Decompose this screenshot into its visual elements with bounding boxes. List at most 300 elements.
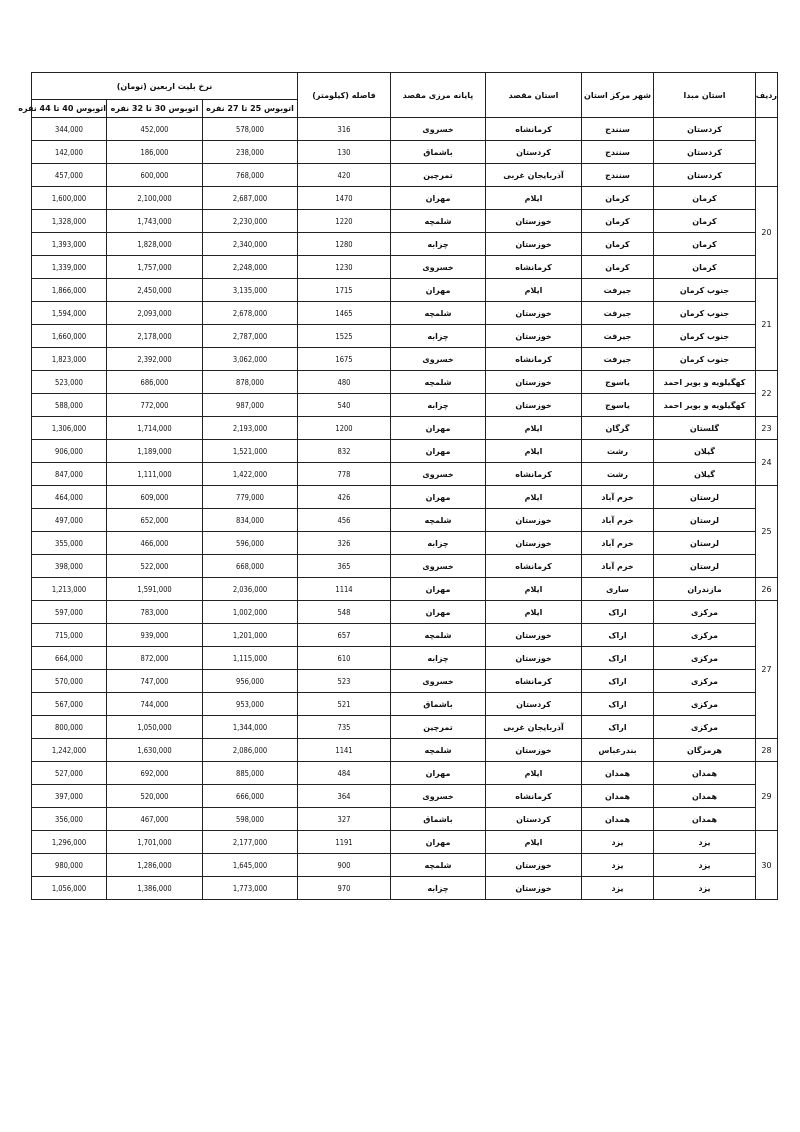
cell-fare-25-27: 1,201,000	[203, 624, 298, 647]
cell-dest-province: کرمانشاه	[486, 256, 582, 279]
cell-origin-province: مرکزی	[654, 716, 756, 739]
cell-origin-city: جیرفت	[582, 348, 654, 371]
cell-fare-30-32: 2,450,000	[107, 279, 203, 302]
cell-fare-25-27: 2,787,000	[203, 325, 298, 348]
table-body	[32, 118, 778, 900]
cell-dest-province: کردستان	[486, 141, 582, 164]
cell-origin-city: ساری	[582, 578, 654, 601]
cell-origin-province: هرمزگان	[654, 739, 756, 762]
cell-distance: 1220	[298, 210, 391, 233]
cell-dest-province: ایلام	[486, 187, 582, 210]
cell-distance: 1191	[298, 831, 391, 854]
cell-distance: 970	[298, 877, 391, 900]
cell-origin-province: یزد	[654, 831, 756, 854]
cell-fare-30-32: 652,000	[107, 509, 203, 532]
header-fare-group: نرخ بلیت اربعین (تومان)	[32, 73, 298, 100]
table-row	[32, 854, 778, 877]
cell-origin-province: گیلان	[654, 440, 756, 463]
table-row	[32, 118, 778, 141]
cell-fare-25-27: 885,000	[203, 762, 298, 785]
table-row	[32, 509, 778, 532]
cell-border-terminal: مهران	[391, 417, 486, 440]
cell-border-terminal: چزابه	[391, 394, 486, 417]
cell-fare-25-27: 2,230,000	[203, 210, 298, 233]
cell-radif: 21	[756, 279, 778, 371]
cell-origin-city: یاسوج	[582, 371, 654, 394]
cell-fare-25-27: 1,002,000	[203, 601, 298, 624]
cell-distance: 327	[298, 808, 391, 831]
cell-border-terminal: شلمچه	[391, 624, 486, 647]
header-distance: فاصله (کیلومتر)	[298, 73, 391, 118]
header-radif: ردیف	[756, 73, 778, 118]
cell-fare-25-27: 2,086,000	[203, 739, 298, 762]
cell-fare-25-27: 3,062,000	[203, 348, 298, 371]
cell-border-terminal: شلمچه	[391, 302, 486, 325]
cell-origin-province: گلستان	[654, 417, 756, 440]
cell-distance: 420	[298, 164, 391, 187]
cell-origin-province: مازندران	[654, 578, 756, 601]
cell-fare-40-44: 906,000	[32, 440, 107, 463]
cell-border-terminal: باشماق	[391, 808, 486, 831]
cell-fare-25-27: 2,687,000	[203, 187, 298, 210]
cell-distance: 365	[298, 555, 391, 578]
cell-distance: 523	[298, 670, 391, 693]
cell-fare-25-27: 2,036,000	[203, 578, 298, 601]
cell-dest-province: آذربایجان غربی	[486, 716, 582, 739]
cell-fare-25-27: 1,344,000	[203, 716, 298, 739]
table-row	[32, 532, 778, 555]
cell-border-terminal: تمرچین	[391, 716, 486, 739]
cell-border-terminal: خسروی	[391, 785, 486, 808]
cell-fare-30-32: 609,000	[107, 486, 203, 509]
cell-fare-25-27: 2,177,000	[203, 831, 298, 854]
header-dest-province: استان مقصد	[486, 73, 582, 118]
cell-dest-province: خوزستان	[486, 302, 582, 325]
table-row	[32, 647, 778, 670]
cell-fare-25-27: 878,000	[203, 371, 298, 394]
cell-origin-city: جیرفت	[582, 325, 654, 348]
cell-fare-40-44: 1,328,000	[32, 210, 107, 233]
cell-fare-40-44: 597,000	[32, 601, 107, 624]
cell-origin-province: یزد	[654, 854, 756, 877]
cell-origin-city: اراک	[582, 647, 654, 670]
cell-fare-40-44: 570,000	[32, 670, 107, 693]
cell-border-terminal: مهران	[391, 578, 486, 601]
cell-radif: 28	[756, 739, 778, 762]
cell-distance: 1230	[298, 256, 391, 279]
cell-dest-province: کرمانشاه	[486, 555, 582, 578]
cell-border-terminal: مهران	[391, 440, 486, 463]
cell-distance: 832	[298, 440, 391, 463]
cell-fare-30-32: 744,000	[107, 693, 203, 716]
cell-fare-30-32: 1,111,000	[107, 463, 203, 486]
cell-border-terminal: مهران	[391, 279, 486, 302]
cell-fare-25-27: 668,000	[203, 555, 298, 578]
cell-origin-province: کردستان	[654, 164, 756, 187]
cell-dest-province: ایلام	[486, 601, 582, 624]
cell-fare-25-27: 1,521,000	[203, 440, 298, 463]
cell-fare-30-32: 1,701,000	[107, 831, 203, 854]
cell-border-terminal: چزابه	[391, 233, 486, 256]
cell-fare-25-27: 2,678,000	[203, 302, 298, 325]
cell-dest-province: کردستان	[486, 808, 582, 831]
cell-fare-40-44: 980,000	[32, 854, 107, 877]
cell-distance: 735	[298, 716, 391, 739]
cell-dest-province: کردستان	[486, 693, 582, 716]
cell-origin-city: یاسوج	[582, 394, 654, 417]
table-row	[32, 233, 778, 256]
cell-border-terminal: مهران	[391, 601, 486, 624]
cell-fare-40-44: 523,000	[32, 371, 107, 394]
cell-origin-city: سنندج	[582, 164, 654, 187]
cell-border-terminal: چزابه	[391, 647, 486, 670]
table-row	[32, 785, 778, 808]
cell-distance: 326	[298, 532, 391, 555]
cell-radif: 24	[756, 440, 778, 486]
cell-distance: 1114	[298, 578, 391, 601]
cell-dest-province: کرمانشاه	[486, 463, 582, 486]
cell-fare-40-44: 497,000	[32, 509, 107, 532]
cell-origin-province: مرکزی	[654, 601, 756, 624]
cell-fare-40-44: 1,306,000	[32, 417, 107, 440]
cell-origin-province: جنوب کرمان	[654, 302, 756, 325]
cell-origin-city: یزد	[582, 854, 654, 877]
cell-fare-25-27: 1,773,000	[203, 877, 298, 900]
cell-fare-40-44: 356,000	[32, 808, 107, 831]
cell-origin-city: خرم آباد	[582, 486, 654, 509]
cell-dest-province: کرمانشاه	[486, 785, 582, 808]
cell-dest-province: خوزستان	[486, 624, 582, 647]
cell-fare-40-44: 457,000	[32, 164, 107, 187]
cell-fare-40-44: 847,000	[32, 463, 107, 486]
cell-border-terminal: خسروی	[391, 118, 486, 141]
cell-origin-province: مرکزی	[654, 647, 756, 670]
cell-origin-city: همدان	[582, 808, 654, 831]
cell-border-terminal: چزابه	[391, 532, 486, 555]
cell-fare-40-44: 1,600,000	[32, 187, 107, 210]
header-fare-30-32: اتوبوس 30 تا 32 نفره	[107, 100, 203, 118]
cell-fare-25-27: 1,422,000	[203, 463, 298, 486]
table-row	[32, 463, 778, 486]
cell-fare-25-27: 1,115,000	[203, 647, 298, 670]
cell-origin-province: کهگیلویه و بویر احمد	[654, 371, 756, 394]
cell-border-terminal: شلمچه	[391, 210, 486, 233]
cell-border-terminal: خسروی	[391, 670, 486, 693]
cell-dest-province: خوزستان	[486, 325, 582, 348]
cell-fare-30-32: 1,828,000	[107, 233, 203, 256]
cell-fare-30-32: 1,591,000	[107, 578, 203, 601]
cell-border-terminal: شلمچه	[391, 509, 486, 532]
cell-fare-40-44: 1,296,000	[32, 831, 107, 854]
fare-table-container	[18, 72, 777, 900]
cell-radif: 27	[756, 601, 778, 739]
cell-radif: 26	[756, 578, 778, 601]
cell-dest-province: ایلام	[486, 440, 582, 463]
cell-fare-30-32: 522,000	[107, 555, 203, 578]
cell-fare-30-32: 1,714,000	[107, 417, 203, 440]
cell-distance: 521	[298, 693, 391, 716]
cell-border-terminal: مهران	[391, 831, 486, 854]
table-row	[32, 624, 778, 647]
cell-fare-40-44: 715,000	[32, 624, 107, 647]
cell-fare-30-32: 1,386,000	[107, 877, 203, 900]
cell-fare-25-27: 834,000	[203, 509, 298, 532]
cell-origin-city: کرمان	[582, 187, 654, 210]
cell-distance: 1141	[298, 739, 391, 762]
cell-distance: 130	[298, 141, 391, 164]
header-fare-40-44: اتوبوس 40 تا 44 نفره	[32, 100, 107, 118]
table-row	[32, 348, 778, 371]
cell-dest-province: ایلام	[486, 578, 582, 601]
cell-fare-25-27: 768,000	[203, 164, 298, 187]
cell-fare-40-44: 800,000	[32, 716, 107, 739]
cell-distance: 900	[298, 854, 391, 877]
cell-origin-province: جنوب کرمان	[654, 348, 756, 371]
cell-origin-city: سنندج	[582, 118, 654, 141]
cell-fare-40-44: 1,660,000	[32, 325, 107, 348]
cell-border-terminal: باشماق	[391, 693, 486, 716]
table-row	[32, 739, 778, 762]
cell-fare-40-44: 398,000	[32, 555, 107, 578]
cell-fare-40-44: 664,000	[32, 647, 107, 670]
table-row	[32, 486, 778, 509]
table-row	[32, 187, 778, 210]
cell-fare-40-44: 1,056,000	[32, 877, 107, 900]
cell-origin-province: کهگیلویه و بویر احمد	[654, 394, 756, 417]
cell-origin-province: مرکزی	[654, 624, 756, 647]
cell-fare-30-32: 467,000	[107, 808, 203, 831]
cell-origin-province: جنوب کرمان	[654, 279, 756, 302]
cell-origin-province: کرمان	[654, 256, 756, 279]
cell-distance: 1525	[298, 325, 391, 348]
table-row	[32, 394, 778, 417]
cell-fare-25-27: 3,135,000	[203, 279, 298, 302]
cell-fare-30-32: 1,757,000	[107, 256, 203, 279]
cell-border-terminal: تمرچین	[391, 164, 486, 187]
cell-fare-40-44: 527,000	[32, 762, 107, 785]
cell-border-terminal: مهران	[391, 762, 486, 785]
cell-origin-province: لرستان	[654, 486, 756, 509]
cell-fare-40-44: 1,594,000	[32, 302, 107, 325]
cell-distance: 548	[298, 601, 391, 624]
cell-fare-25-27: 578,000	[203, 118, 298, 141]
cell-fare-30-32: 939,000	[107, 624, 203, 647]
cell-origin-province: کرمان	[654, 233, 756, 256]
cell-fare-40-44: 344,000	[32, 118, 107, 141]
cell-origin-province: لرستان	[654, 555, 756, 578]
cell-fare-30-32: 1,050,000	[107, 716, 203, 739]
cell-fare-30-32: 692,000	[107, 762, 203, 785]
cell-border-terminal: خسروی	[391, 463, 486, 486]
table-row	[32, 877, 778, 900]
cell-distance: 1200	[298, 417, 391, 440]
cell-fare-30-32: 1,189,000	[107, 440, 203, 463]
cell-border-terminal: شلمچه	[391, 371, 486, 394]
cell-fare-40-44: 1,393,000	[32, 233, 107, 256]
cell-distance: 456	[298, 509, 391, 532]
cell-fare-25-27: 596,000	[203, 532, 298, 555]
header-origin-province: استان مبدا	[654, 73, 756, 118]
cell-origin-city: گرگان	[582, 417, 654, 440]
table-row	[32, 279, 778, 302]
cell-origin-city: خرم آباد	[582, 509, 654, 532]
cell-border-terminal: باشماق	[391, 141, 486, 164]
cell-origin-province: جنوب کرمان	[654, 325, 756, 348]
cell-fare-40-44: 588,000	[32, 394, 107, 417]
cell-dest-province: آذربایجان غربی	[486, 164, 582, 187]
cell-origin-city: کرمان	[582, 210, 654, 233]
cell-origin-city: یزد	[582, 877, 654, 900]
cell-fare-30-32: 186,000	[107, 141, 203, 164]
table-row	[32, 371, 778, 394]
cell-fare-30-32: 452,000	[107, 118, 203, 141]
cell-origin-province: کرمان	[654, 187, 756, 210]
cell-fare-25-27: 1,645,000	[203, 854, 298, 877]
cell-radif: 22	[756, 371, 778, 417]
cell-origin-city: سنندج	[582, 141, 654, 164]
cell-origin-province: مرکزی	[654, 670, 756, 693]
cell-origin-province: لرستان	[654, 532, 756, 555]
table-row	[32, 141, 778, 164]
cell-fare-30-32: 772,000	[107, 394, 203, 417]
cell-origin-city: رشت	[582, 463, 654, 486]
cell-fare-40-44: 567,000	[32, 693, 107, 716]
cell-origin-city: اراک	[582, 601, 654, 624]
cell-origin-city: کرمان	[582, 233, 654, 256]
table-row	[32, 762, 778, 785]
cell-border-terminal: چزابه	[391, 877, 486, 900]
cell-origin-province: همدان	[654, 808, 756, 831]
cell-distance: 540	[298, 394, 391, 417]
cell-dest-province: خوزستان	[486, 210, 582, 233]
cell-fare-30-32: 2,093,000	[107, 302, 203, 325]
cell-dest-province: خوزستان	[486, 509, 582, 532]
table-row	[32, 210, 778, 233]
cell-fare-40-44: 464,000	[32, 486, 107, 509]
cell-fare-25-27: 666,000	[203, 785, 298, 808]
cell-fare-40-44: 142,000	[32, 141, 107, 164]
cell-distance: 426	[298, 486, 391, 509]
cell-border-terminal: شلمچه	[391, 854, 486, 877]
cell-radif: 20	[756, 187, 778, 279]
table-row	[32, 693, 778, 716]
cell-origin-city: جیرفت	[582, 302, 654, 325]
cell-fare-30-32: 2,100,000	[107, 187, 203, 210]
cell-fare-40-44: 1,866,000	[32, 279, 107, 302]
cell-fare-30-32: 783,000	[107, 601, 203, 624]
cell-fare-30-32: 600,000	[107, 164, 203, 187]
arbaeen-fare-table	[18, 72, 778, 900]
cell-fare-30-32: 1,630,000	[107, 739, 203, 762]
cell-fare-30-32: 2,392,000	[107, 348, 203, 371]
table-row	[32, 302, 778, 325]
cell-origin-city: خرم آباد	[582, 555, 654, 578]
table-row	[32, 164, 778, 187]
cell-fare-30-32: 1,286,000	[107, 854, 203, 877]
cell-origin-city: یزد	[582, 831, 654, 854]
cell-fare-25-27: 2,340,000	[203, 233, 298, 256]
cell-distance: 1280	[298, 233, 391, 256]
cell-dest-province: ایلام	[486, 486, 582, 509]
cell-radif	[756, 118, 778, 187]
cell-fare-40-44: 355,000	[32, 532, 107, 555]
cell-fare-30-32: 2,178,000	[107, 325, 203, 348]
cell-radif: 23	[756, 417, 778, 440]
table-row	[32, 440, 778, 463]
cell-fare-25-27: 953,000	[203, 693, 298, 716]
cell-origin-province: گیلان	[654, 463, 756, 486]
cell-origin-city: اراک	[582, 693, 654, 716]
cell-border-terminal: خسروی	[391, 348, 486, 371]
cell-origin-province: مرکزی	[654, 693, 756, 716]
cell-dest-province: خوزستان	[486, 739, 582, 762]
table-row	[32, 670, 778, 693]
cell-fare-25-27: 987,000	[203, 394, 298, 417]
cell-origin-city: اراک	[582, 624, 654, 647]
cell-distance: 480	[298, 371, 391, 394]
table-row	[32, 831, 778, 854]
cell-fare-30-32: 466,000	[107, 532, 203, 555]
cell-radif: 25	[756, 486, 778, 578]
cell-distance: 364	[298, 785, 391, 808]
cell-dest-province: ایلام	[486, 417, 582, 440]
cell-origin-province: کرمان	[654, 210, 756, 233]
cell-dest-province: خوزستان	[486, 233, 582, 256]
cell-dest-province: کرمانشاه	[486, 348, 582, 371]
cell-dest-province: خوزستان	[486, 532, 582, 555]
table-row	[32, 555, 778, 578]
cell-distance: 484	[298, 762, 391, 785]
cell-radif: 29	[756, 762, 778, 831]
header-border-terminal: پایانه مرزی مقصد	[391, 73, 486, 118]
cell-fare-30-32: 1,743,000	[107, 210, 203, 233]
cell-fare-30-32: 686,000	[107, 371, 203, 394]
header-origin-city: شهر مرکز استان	[582, 73, 654, 118]
cell-distance: 1675	[298, 348, 391, 371]
cell-distance: 610	[298, 647, 391, 670]
cell-origin-province: همدان	[654, 785, 756, 808]
cell-origin-city: اراک	[582, 716, 654, 739]
cell-origin-province: کردستان	[654, 118, 756, 141]
cell-origin-city: اراک	[582, 670, 654, 693]
cell-dest-province: کرمانشاه	[486, 118, 582, 141]
cell-fare-25-27: 956,000	[203, 670, 298, 693]
cell-origin-city: همدان	[582, 785, 654, 808]
cell-dest-province: ایلام	[486, 762, 582, 785]
table-row	[32, 808, 778, 831]
cell-dest-province: خوزستان	[486, 854, 582, 877]
cell-fare-30-32: 872,000	[107, 647, 203, 670]
table-row	[32, 716, 778, 739]
cell-border-terminal: چزابه	[391, 325, 486, 348]
cell-origin-city: خرم آباد	[582, 532, 654, 555]
cell-dest-province: خوزستان	[486, 877, 582, 900]
table-row	[32, 325, 778, 348]
cell-origin-province: یزد	[654, 877, 756, 900]
cell-origin-province: کردستان	[654, 141, 756, 164]
cell-distance: 316	[298, 118, 391, 141]
cell-fare-25-27: 2,193,000	[203, 417, 298, 440]
cell-border-terminal: خسروی	[391, 256, 486, 279]
table-row	[32, 417, 778, 440]
cell-dest-province: ایلام	[486, 831, 582, 854]
cell-fare-40-44: 1,339,000	[32, 256, 107, 279]
cell-border-terminal: شلمچه	[391, 739, 486, 762]
cell-distance: 1465	[298, 302, 391, 325]
table-row	[32, 601, 778, 624]
cell-distance: 1715	[298, 279, 391, 302]
header-fare-25-27: اتوبوس 25 تا 27 نفره	[203, 100, 298, 118]
